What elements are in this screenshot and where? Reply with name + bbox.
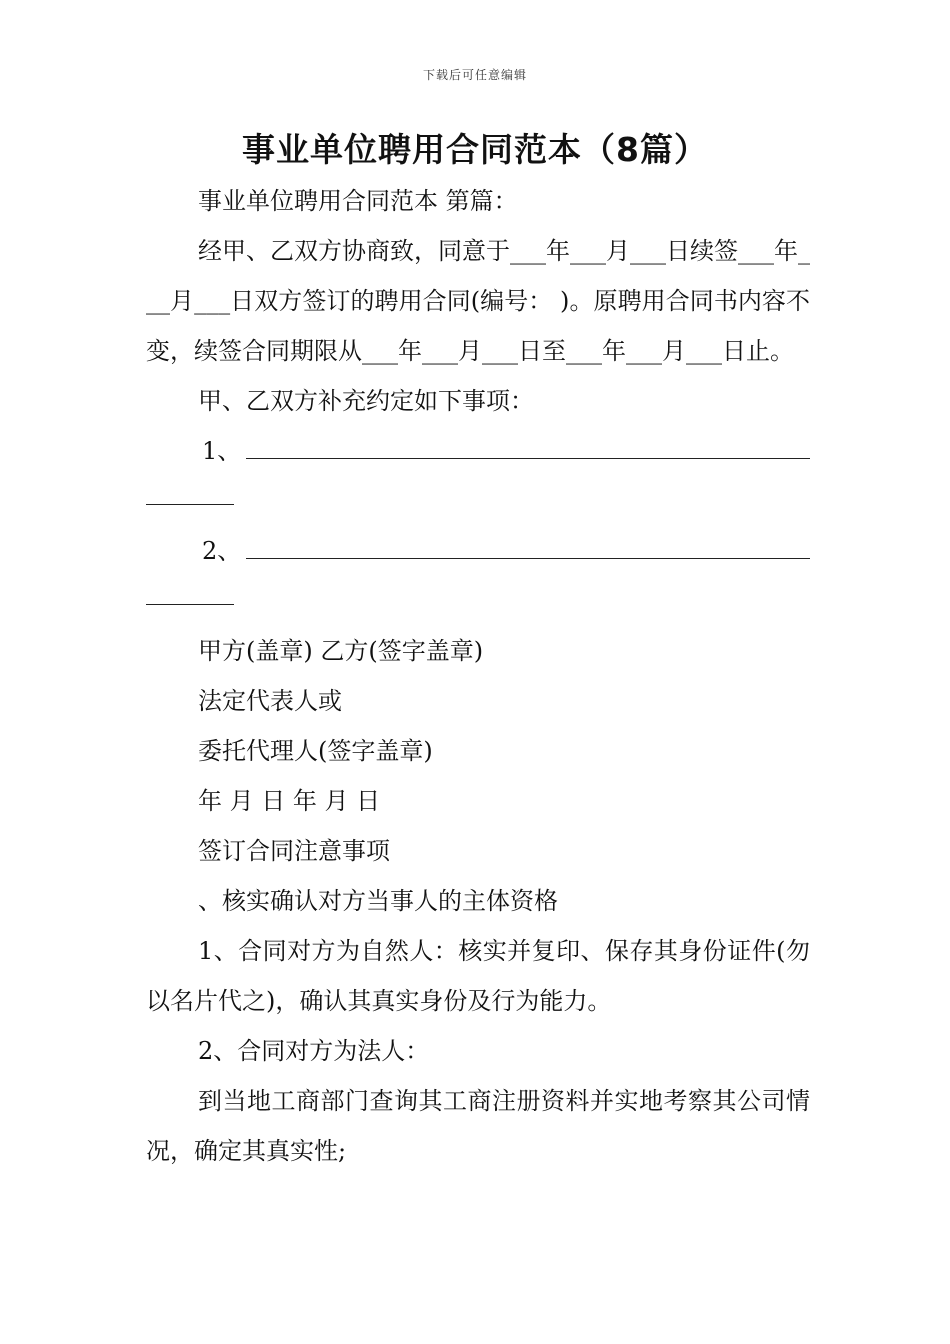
item-number: 2、 <box>202 537 242 565</box>
blank-line <box>146 504 234 505</box>
blank-line <box>146 604 234 605</box>
blank-line <box>246 558 810 559</box>
section-subheading-verify: 、核实确认对方当事人的主体资格 <box>198 887 558 915</box>
document-title: 事业单位聘用合同范本（8篇） <box>242 130 708 169</box>
signature-dates: 年 月 日 年 月 日 <box>198 787 381 815</box>
paragraph-business-check: 到当地工商部门查询其工商注册资料并实地考察其公司情况，确定其真实性; <box>146 1087 810 1165</box>
paragraph-legal-person: 2、合同对方为法人： <box>198 1037 430 1065</box>
supplement-item-1-continuation <box>146 476 810 526</box>
paragraph-supplement-heading: 甲、乙双方补充约定如下事项： <box>198 387 534 415</box>
document-body <box>146 176 810 1176</box>
supplement-item-2-continuation <box>146 576 810 626</box>
supplement-item-1 <box>146 426 810 476</box>
paragraph-intro: 事业单位聘用合同范本 第篇： <box>198 187 518 215</box>
paragraph-renewal: 经甲、乙双方协商致，同意于___年___月___日续签___年___月___日双方签订的聘用合同(编号： )。原聘用合同书内容不变，续签合同期限从___年___月___日至___年___月___日止。 <box>146 237 810 365</box>
blank-line <box>246 458 810 459</box>
legal-representative: 法定代表人或 <box>198 687 342 715</box>
header-note: 下载后可任意编辑 <box>422 68 527 82</box>
item-number: 1、 <box>202 437 242 465</box>
signature-parties: 甲方(盖章) 乙方(签字盖章) <box>198 637 484 665</box>
supplement-item-2 <box>146 526 810 576</box>
section-heading-notes: 签订合同注意事项 <box>198 837 390 865</box>
authorized-agent: 委托代理人(签字盖章) <box>198 737 433 765</box>
paragraph-natural-person: 1、合同对方为自然人：核实并复印、保存其身份证件(勿以名片代之)，确认其真实身份及行为能力。 <box>146 937 810 1015</box>
